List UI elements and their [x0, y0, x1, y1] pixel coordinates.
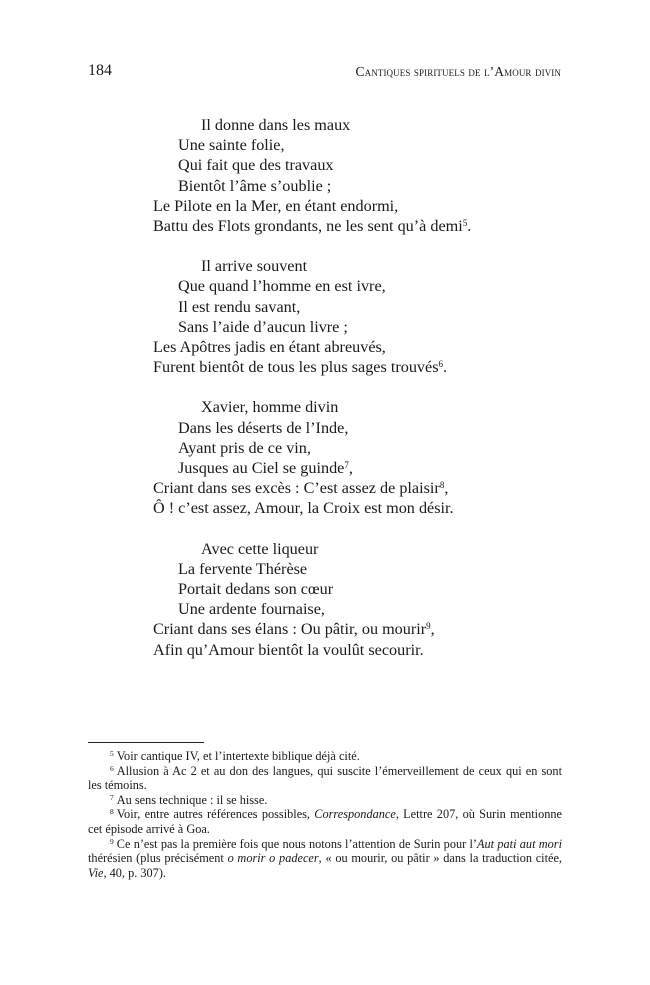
- verse-line: Bientôt l’âme s’oublie ;: [178, 176, 332, 195]
- verse-line: [153, 478, 573, 498]
- verse-punct: ,: [430, 620, 435, 639]
- verse-line: Avec cette liqueur: [201, 539, 319, 558]
- stanza: [153, 397, 573, 518]
- spanish-phrase: o morir o padecer: [227, 851, 319, 866]
- stanza: [153, 256, 573, 377]
- footnote-number: 7: [110, 792, 114, 802]
- verse-text: Criant dans ses excès : C’est assez de plaisir: [153, 479, 440, 498]
- footnote-ref: 7: [344, 460, 349, 471]
- verse-line: [153, 357, 573, 377]
- verse-line: Ô ! c’est assez, Amour, la Croix est mon désir.: [153, 499, 454, 518]
- verse-line: La fervente Thérèse: [178, 559, 308, 578]
- footnote-separator: [88, 742, 204, 743]
- verse-line: Qui fait que des travaux: [178, 156, 334, 175]
- verse-line: Xavier, homme divin: [201, 398, 339, 417]
- footnote-text: 40, p. 307).: [106, 865, 166, 880]
- verse-line: Il arrive souvent: [201, 257, 308, 276]
- verse-line: Il est rendu savant,: [178, 297, 301, 316]
- verse-text: Battu des Flots grondants, ne les sent qu’à demi: [153, 217, 463, 236]
- verse-line: Le Pilote en la Mer, en étant endormi,: [153, 196, 399, 215]
- latin-phrase: Aut pati aut mori: [477, 836, 562, 851]
- verse-line: Une sainte folie,: [178, 136, 285, 155]
- verse-text: Criant dans ses élans : Ou pâtir, ou mourir: [153, 620, 427, 639]
- footnote-ref: 8: [439, 480, 445, 491]
- poem: [153, 115, 573, 680]
- footnote-text: Voir cantique IV, et l’intertexte biblique déjà cité.: [116, 749, 360, 763]
- verse-punct: .: [443, 358, 448, 377]
- footnote-number: 5: [110, 749, 114, 758]
- verse-line: Sans l’aide d’aucun livre ;: [178, 317, 348, 336]
- footnote-text: Voir, entre autres références possibles,: [116, 807, 315, 822]
- footnote: [88, 764, 562, 793]
- verse-punct: .: [467, 217, 472, 236]
- verse-line: Que quand l’homme en est ivre,: [178, 277, 386, 296]
- verse-line: Portait dedans son cœur: [178, 580, 334, 599]
- footnote-text: , Lettre 207, où Surin mentionne cet épisode arrivé à Goa.: [88, 807, 562, 836]
- verse-line: Ayant pris de ce vin,: [178, 438, 311, 457]
- running-head: Cantiques spirituels de l’Amour divin: [355, 64, 561, 79]
- footnote: [88, 837, 562, 881]
- verse-line: Les Apôtres jadis en étant abreuvés,: [153, 338, 386, 357]
- footnote-ref: 9: [426, 621, 431, 632]
- footnotes: [88, 749, 562, 880]
- verse-line: Il donne dans les maux: [201, 116, 351, 134]
- verse-punct: ,: [348, 459, 353, 478]
- page-number: 184: [88, 62, 112, 79]
- footnote-text: Allusion à Ac 2 et au don des langues, qui suscite l’émerveillement de ceux qui en sont les témoins.: [88, 763, 562, 793]
- verse-punct: ,: [444, 479, 449, 498]
- verse-text: Furent bientôt de tous les plus sages trouvés: [153, 358, 439, 377]
- footnote: [88, 807, 562, 836]
- work-title: Vie,: [88, 865, 107, 880]
- verse-line: [153, 216, 573, 236]
- verse-line: Une ardente fournaise,: [178, 600, 325, 619]
- verse-text: Jusques au Ciel se guinde: [178, 459, 345, 478]
- footnote: [88, 749, 562, 764]
- verse-line: [153, 619, 573, 639]
- footnote: [88, 793, 562, 808]
- stanza: [153, 115, 573, 236]
- verse-line: [153, 458, 573, 478]
- stanza: [153, 539, 573, 660]
- footnote-text: Au sens technique : il se hisse.: [116, 792, 268, 807]
- verse-line: Afin qu’Amour bientôt la voulût secourir.: [153, 640, 424, 659]
- footnote-text: thérésien (plus précisément: [88, 851, 228, 866]
- footnote-number: 9: [110, 836, 114, 846]
- footnote-ref: 5: [462, 218, 468, 229]
- footnote-text: Ce n’est pas la première fois que nous notons l’attention de Surin pour l’: [116, 836, 477, 851]
- verse-line: Dans les déserts de l’Inde,: [178, 418, 349, 437]
- footnote-number: 8: [110, 807, 114, 817]
- footnote-number: 6: [110, 763, 114, 773]
- footnote-ref: 6: [438, 359, 443, 370]
- footnote-text: , « ou mourir, ou pâtir » dans la traduction citée,: [318, 851, 563, 866]
- work-title: Correspondance: [314, 807, 396, 822]
